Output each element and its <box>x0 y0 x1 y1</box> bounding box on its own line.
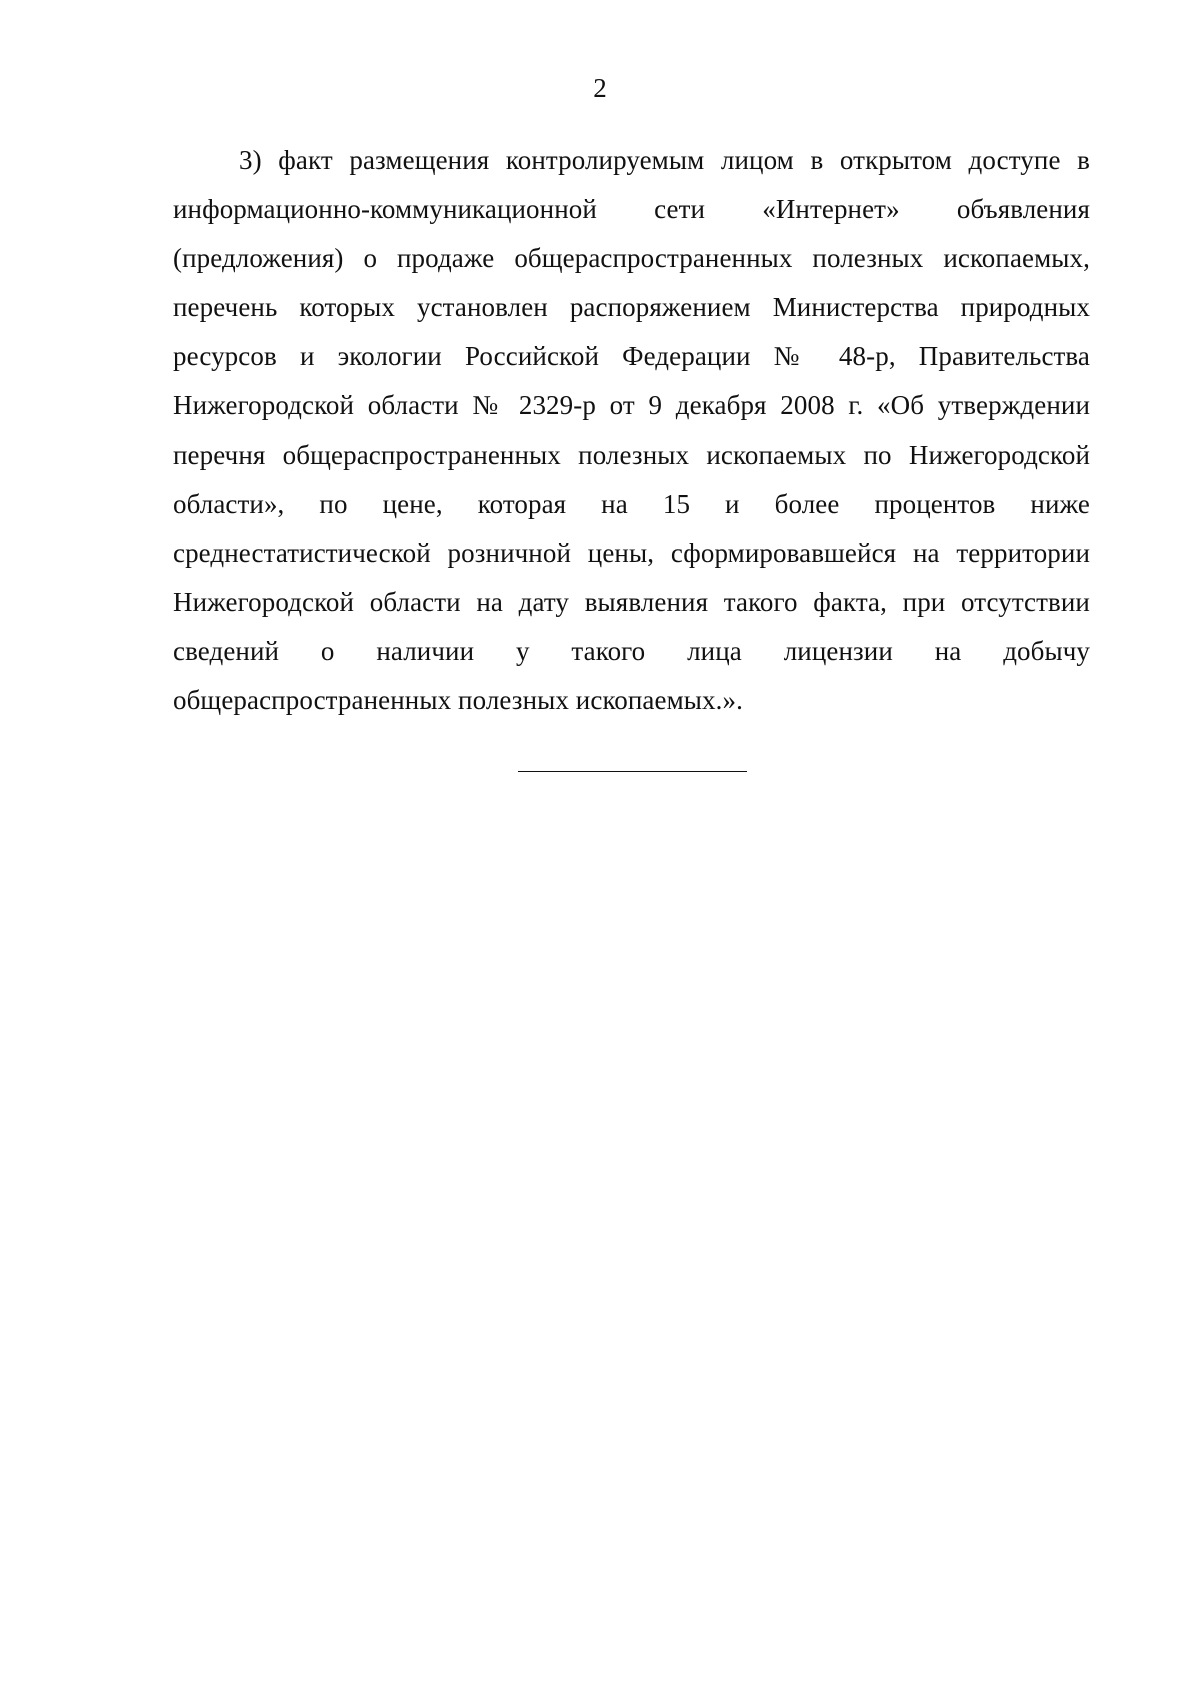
end-separator-line <box>518 771 747 772</box>
body-paragraph: 3) факт размещения контролируемым лицом в открытом доступе в информационно-коммуникационной сети «Интернет» объявления (предложения) о продаже общераспространенных полезных ископаемых, перечень которых установлен распоряжением Министерства природных ресурсов и экологии Российской Федерации № 48-р, Правительства Нижегородской области № 2329-р от 9 декабря 2008 г. «Об утверждении перечня общераспространенных полезных ископаемых по Нижегородской области», по цене, которая на 15 и более процентов ниже среднестатистической розничной цены, сформировавшейся на территории Нижегородской области на дату выявления такого факта, при отсутствии сведений о наличии у такого лица лицензии на добычу общераспространенных полезных ископаемых.». <box>173 145 1090 716</box>
page-number: 2 <box>593 73 607 103</box>
